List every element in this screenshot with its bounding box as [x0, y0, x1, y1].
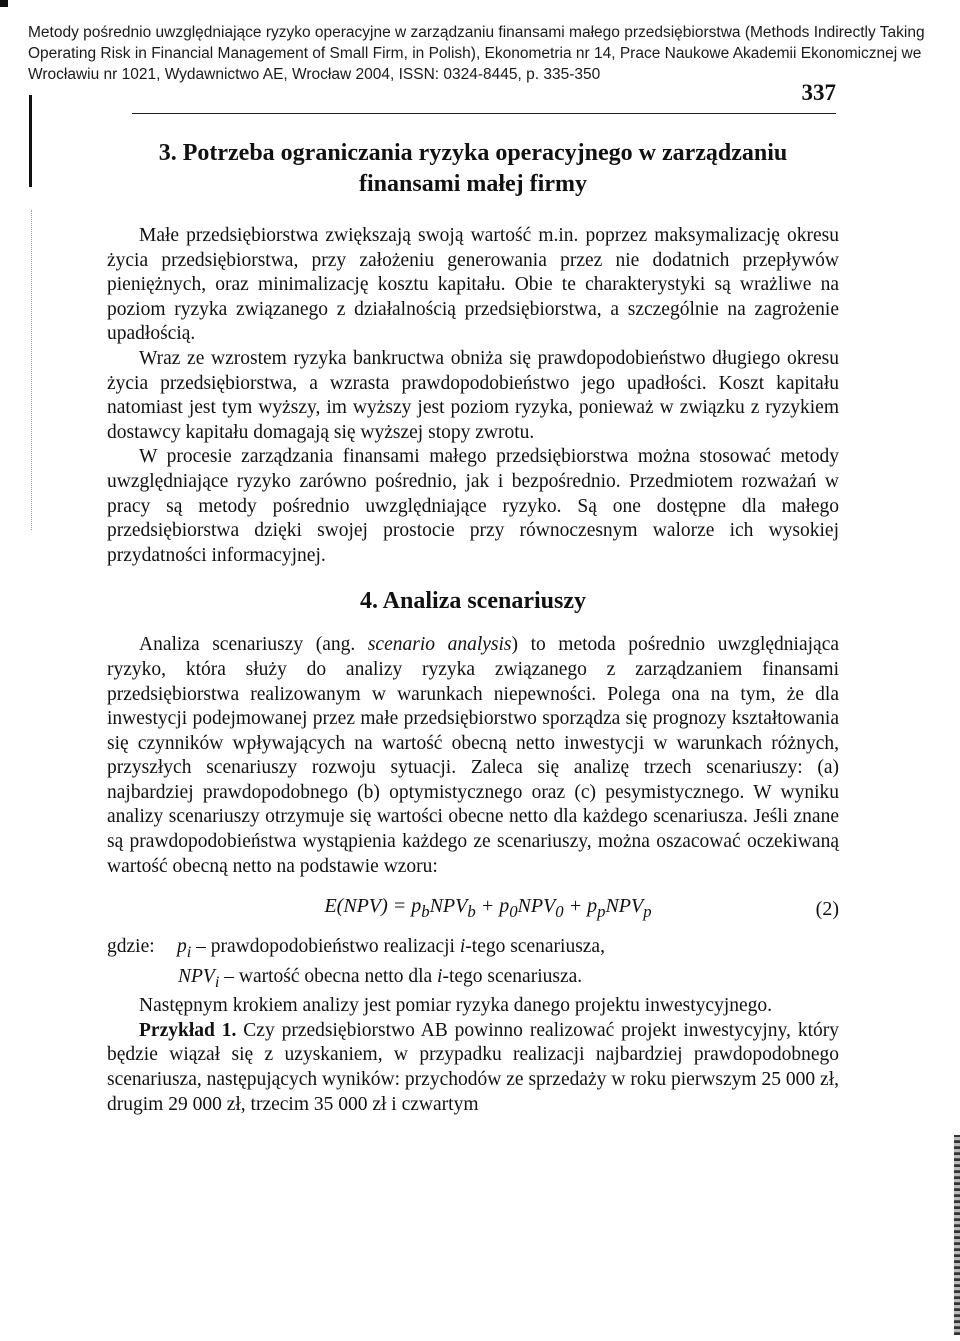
formula-op: +	[563, 894, 588, 917]
example-text: Czy przedsiębiorstwo AB powinno realizować projekt inwestycyjny, który będzie wiązał się z uzyskaniem, w przypadku realizacji najbardziej prawdopodobnego scenariusza, następujących wyników: przychodów ze sprzedaży w roku pierwszym 25 000 zł, drugim 29 000 zł, trzecim 35 000 zł i czwartym	[107, 1019, 839, 1115]
legend-sub: i	[214, 972, 220, 991]
paragraph: Małe przedsiębiorstwa zwiększają swoją wartość m.in. poprzez maksymalizację okresu życia przedsiębiorstwa, przy założeniu generowania przez nie dodatnich przepływów pieniężnych, oraz minimalizację kosztu kapitału. Obie te charakterystyki są wrażliwe na poziom ryzyka związanego z działalnością przedsiębiorstwa, a szczególnie na zagrożenie upadłością.	[107, 225, 839, 345]
formula-sub: 0	[509, 901, 518, 921]
formula-npv: NPV	[605, 894, 644, 917]
paragraph: W procesie zarządzania finansami małego przedsiębiorstwa można stosować metody uwzględniające ryzyko zarówno pośrednio, jak i bezpośrednio. Przedmiotem rozważań w pracy są metody pośrednio uwzględniające ryzyko. Są one dostępne dla małego przedsiębiorstwa dzięki swojej prostocie przy równoczesnym walorze ich wysokiej przydatności informacyjnej.	[107, 446, 839, 566]
formula-number: (2)	[815, 897, 839, 920]
page-number: 337	[801, 80, 836, 105]
legend-sub: i	[186, 943, 192, 962]
intro-text: ) to metoda pośrednio uwzględniająca ryzyko, która służy do analizy ryzyka związanego z zarządzaniem finansami przedsiębiorstwa realizowanym w warunkach niepewności. Polega ona na tym, że dla inwestycji podejmowanej przez małe przedsiębiorstwo sporządza się prognozy kształtowania się czynników wpływających na wartość obecną netto inwestycji w warunkach różnych, przyszłych scenariuszy rozwoju sytuacji. Zaleca się analizę trzech scenariuszy: (a) najbardziej prawdopodobnego (b) optymistycznego oraz (c) pesymistycznego. W wyniku analizy scenariuszy otrzymuje się wartości obecne netto dla każdego scenariusza. Jeśli znane są prawdopodobieństwa wystąpienia każdego ze scenariuszy, można oszacować oczekiwaną wartość obecną netto na podstawie wzoru:	[107, 634, 840, 877]
legend-row-p	[107, 935, 839, 964]
paragraph: Wraz ze wzrostem ryzyka bankructwa obniża się prawdopodobieństwo długiego okresu życia przedsiębiorstwa, a wzrasta prawdopodobieństwo jego upadłości. Koszt kapitału natomiast jest tym wyższy, im wyższy jest poziom ryzyka, ponieważ w związku z ryzykiem dostawcy kapitału domagają się wyższej stopy zwrotu.	[107, 347, 839, 443]
legend-text	[177, 935, 605, 964]
formula-p: p	[411, 894, 422, 917]
legend-desc: -tego scenariusza.	[442, 965, 583, 987]
formula-expression	[107, 894, 799, 925]
formula-sub: p	[597, 901, 606, 921]
page-edge-shadow	[954, 1135, 960, 1335]
formula-npv: NPV	[517, 894, 556, 917]
formula-p: p	[499, 894, 510, 917]
legend-row-npv	[107, 965, 839, 994]
intro-term: scenario analysis	[367, 634, 512, 656]
formula-sub: b	[467, 901, 476, 921]
formula-op: +	[475, 894, 500, 917]
legend-symbol: p	[177, 936, 187, 958]
citation-header: Metody pośrednio uwzględniające ryzyko operacyjne w zarządzaniu finansami małego przedsiębiorstwa (Methods Indirectly Taking Operating Risk in Financial Management of Small Firm, in Polish), Ekonometria nr 14, Prace Naukowe Akademii Ekonomicznej we Wrocławiu nr 1021, Wydawnictwo AE, Wrocław 2004, ISSN: 0324-8445, p. 335-350	[28, 24, 925, 83]
formula-sub: 0	[555, 901, 564, 921]
legend-index: i	[459, 936, 466, 958]
corner-mark	[0, 0, 8, 7]
legend-symbol: NPV	[178, 965, 215, 987]
formula-term	[499, 894, 588, 921]
example-label: Przykład 1.	[139, 1019, 237, 1041]
where-label: gdzie:	[107, 936, 155, 958]
formula-2	[107, 887, 839, 931]
legend-text	[178, 965, 582, 994]
margin-bar	[29, 95, 32, 187]
legend-desc: -tego scenariusza,	[465, 936, 605, 958]
section-3-title: 3. Potrzeba ograniczania ryzyka operacyjnego w zarządzaniu finansami małej firmy	[158, 140, 788, 197]
section-4-title: 4. Analiza scenariuszy	[360, 588, 586, 615]
scan-artifact	[31, 210, 32, 530]
paragraph: Następnym krokiem analizy jest pomiar ryzyka danego projektu inwestycyjnego.	[139, 995, 773, 1017]
page-body	[107, 138, 839, 1117]
legend-index: i	[437, 965, 443, 987]
formula-term	[587, 894, 652, 921]
paragraph	[107, 633, 839, 879]
formula-lhs: E(NPV) =	[324, 894, 412, 917]
formula-p: p	[587, 894, 598, 917]
legend-desc: – prawdopodobieństwo realizacji	[191, 936, 460, 958]
formula-npv: NPV	[429, 894, 468, 917]
formula-sub: b	[421, 901, 430, 921]
legend-desc: – wartość obecna netto dla	[219, 965, 438, 987]
header-rule	[132, 113, 836, 114]
formula-sub: p	[643, 901, 652, 921]
example-paragraph	[107, 1019, 839, 1117]
intro-text: Analiza scenariuszy (ang.	[139, 634, 356, 656]
formula-term	[411, 894, 500, 921]
formula-legend	[107, 935, 839, 994]
